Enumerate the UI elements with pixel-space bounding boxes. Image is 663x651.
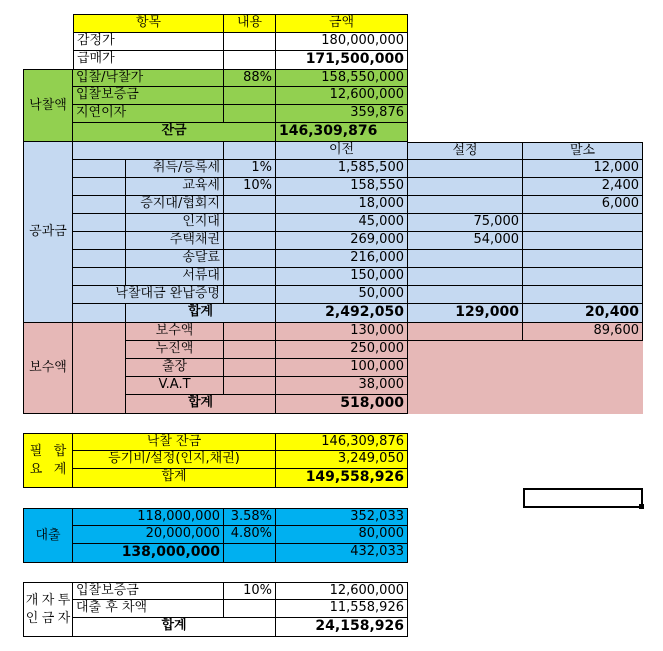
urgent-price-rate [224, 51, 276, 69]
tax-col-cancel: 말소 [523, 142, 643, 160]
tax-row-rate [224, 214, 276, 232]
loan1-rate: 3.58% [224, 508, 276, 526]
own-diff-amount: 11,558,926 [276, 600, 408, 618]
need-total-amount: 149,558,926 [276, 469, 408, 488]
tax-row-cancel: 6,000 [523, 196, 643, 214]
tax-row-cancel [523, 214, 643, 232]
tax-row-setup [408, 160, 523, 178]
fee-base-amount: 130,000 [276, 323, 408, 341]
own-total-amount: 24,158,926 [276, 618, 408, 637]
fee-base-cancel: 89,600 [523, 323, 643, 341]
tax-col-setup: 설정 [408, 142, 523, 160]
late-interest-rate [224, 105, 276, 123]
tax-row-rate: 10% [224, 178, 276, 196]
tax-row-rate [224, 250, 276, 268]
tax-row-label: 교육세 [126, 178, 224, 196]
tax-col-transfer: 이전 [276, 142, 408, 160]
fee-vat-amount: 38,000 [276, 377, 408, 395]
loan-group-label: 대출 [23, 508, 73, 563]
header-item: 항목 [73, 14, 224, 33]
tax-row-cancel [523, 232, 643, 250]
own-diff-label: 대출 후 차액 [73, 600, 224, 618]
tax-row-rate: 1% [224, 160, 276, 178]
bid-price-rate: 88% [224, 69, 276, 87]
tax-row-spacer [73, 160, 126, 178]
fee-spacer [73, 323, 126, 414]
need-group-line1: 필요 [29, 443, 43, 477]
late-interest-label: 지연이자 [73, 105, 224, 123]
need-group-label [23, 433, 73, 488]
own-group-line1: 개인 [25, 592, 39, 626]
appraisal-label: 감정가 [73, 33, 224, 51]
tax-row-label: 취득/등록세 [126, 160, 224, 178]
urgent-price-amount: 171,500,000 [276, 51, 408, 69]
tax-row-transfer: 1,585,500 [276, 160, 408, 178]
tax-total-spacer [73, 304, 126, 323]
tax-row-transfer: 45,000 [276, 214, 408, 232]
tax-row-transfer: 50,000 [276, 286, 408, 304]
late-interest-amount: 359,876 [276, 105, 408, 123]
fee-progressive-rate [224, 341, 276, 359]
tax-row-setup [408, 178, 523, 196]
tax-row-transfer: 158,550 [276, 178, 408, 196]
tax-row-setup [408, 268, 523, 286]
fee-vat-label: V.A.T [126, 377, 224, 395]
need-registry-label: 등기비/설정(인지,채권) [73, 451, 276, 469]
tax-row-spacer [73, 232, 126, 250]
tax-row-label: 낙찰대금 완납증명 [73, 286, 224, 304]
tax-row-setup [408, 250, 523, 268]
need-registry-amount: 3,249,050 [276, 451, 408, 469]
fee-base-label: 보수액 [126, 323, 224, 341]
tax-header-rate [224, 142, 276, 160]
tax-header-label [73, 142, 224, 160]
fee-total-amount: 518,000 [276, 395, 408, 414]
tax-row-setup [408, 286, 523, 304]
tax-row-cancel [523, 286, 643, 304]
own-deposit-amount: 12,600,000 [276, 582, 408, 600]
fee-travel-rate [224, 359, 276, 377]
fee-progressive-label: 누진액 [126, 341, 224, 359]
fee-vat-rate [224, 377, 276, 395]
urgent-price-label: 급매가 [73, 51, 224, 69]
loan1-interest: 352,033 [276, 508, 408, 526]
tax-row-label: 증지대/협회지 [126, 196, 224, 214]
deposit-amount: 12,600,000 [276, 87, 408, 105]
tax-row-cancel [523, 268, 643, 286]
tax-row-transfer: 216,000 [276, 250, 408, 268]
tax-row-spacer [73, 196, 126, 214]
fee-travel-label: 출장 [126, 359, 224, 377]
loan2-interest: 80,000 [276, 526, 408, 544]
tax-row-cancel: 2,400 [523, 178, 643, 196]
loan-total-interest: 432,033 [276, 544, 408, 563]
tax-row-setup: 54,000 [408, 232, 523, 250]
fee-total-label: 합계 [126, 395, 276, 414]
fee-base-setup [408, 323, 523, 341]
tax-row-label: 서류대 [126, 268, 224, 286]
own-total-label: 합계 [73, 618, 276, 637]
tax-total-label: 합계 [126, 304, 276, 323]
need-balance-label: 낙찰 잔금 [73, 433, 276, 451]
fee-base-rate [224, 323, 276, 341]
bid-price-label: 입찰/낙찰가 [73, 69, 224, 87]
fee-progressive-amount: 250,000 [276, 341, 408, 359]
tax-row-rate [224, 196, 276, 214]
loan2-principal: 20,000,000 [73, 526, 224, 544]
tax-row-transfer: 269,000 [276, 232, 408, 250]
appraisal-amount: 180,000,000 [276, 33, 408, 51]
selected-cell[interactable] [523, 488, 643, 508]
header-content: 내용 [224, 14, 276, 33]
tax-group-label: 공과금 [23, 142, 73, 323]
tax-row-rate [224, 286, 276, 304]
tax-row-label: 송달료 [126, 250, 224, 268]
tax-row-label: 인지대 [126, 214, 224, 232]
tax-total-cancel: 20,400 [523, 304, 643, 323]
need-total-label: 합계 [73, 469, 276, 488]
appraisal-rate [224, 33, 276, 51]
own-deposit-rate: 10% [224, 582, 276, 600]
fee-group-label: 보수액 [23, 323, 73, 414]
deposit-label: 입찰보증금 [73, 87, 224, 105]
tax-row-spacer [73, 178, 126, 196]
tax-row-rate [224, 268, 276, 286]
bid-price-amount: 158,550,000 [276, 69, 408, 87]
loan-total-principal: 138,000,000 [73, 544, 224, 563]
tax-row-setup: 75,000 [408, 214, 523, 232]
need-group-line2: 합계 [53, 443, 67, 477]
header-amount: 금액 [276, 14, 408, 33]
tax-row-setup [408, 196, 523, 214]
deposit-rate [224, 87, 276, 105]
tax-row-rate [224, 232, 276, 250]
loan2-rate: 4.80% [224, 526, 276, 544]
bid-group-label: 낙찰액 [23, 69, 73, 142]
balance-amount: 146,309,876 [276, 123, 408, 142]
tax-total-setup: 129,000 [408, 304, 523, 323]
tax-row-label: 주택채권 [126, 232, 224, 250]
own-group-line3: 투자 [57, 592, 71, 626]
tax-row-spacer [73, 214, 126, 232]
fill-handle[interactable] [639, 504, 644, 509]
tax-row-cancel [523, 250, 643, 268]
need-balance-amount: 146,309,876 [276, 433, 408, 451]
tax-row-spacer [73, 268, 126, 286]
loan1-principal: 118,000,000 [73, 508, 224, 526]
balance-label: 잔금 [73, 123, 276, 142]
own-diff-rate [224, 600, 276, 618]
tax-total-transfer: 2,492,050 [276, 304, 408, 323]
loan-total-rate [224, 544, 276, 563]
own-deposit-label: 입찰보증금 [73, 582, 224, 600]
own-group-line2: 자금 [41, 592, 55, 626]
own-group-label [23, 582, 73, 637]
tax-row-transfer: 150,000 [276, 268, 408, 286]
tax-row-cancel: 12,000 [523, 160, 643, 178]
tax-row-spacer [73, 250, 126, 268]
fee-travel-amount: 100,000 [276, 359, 408, 377]
tax-row-transfer: 18,000 [276, 196, 408, 214]
